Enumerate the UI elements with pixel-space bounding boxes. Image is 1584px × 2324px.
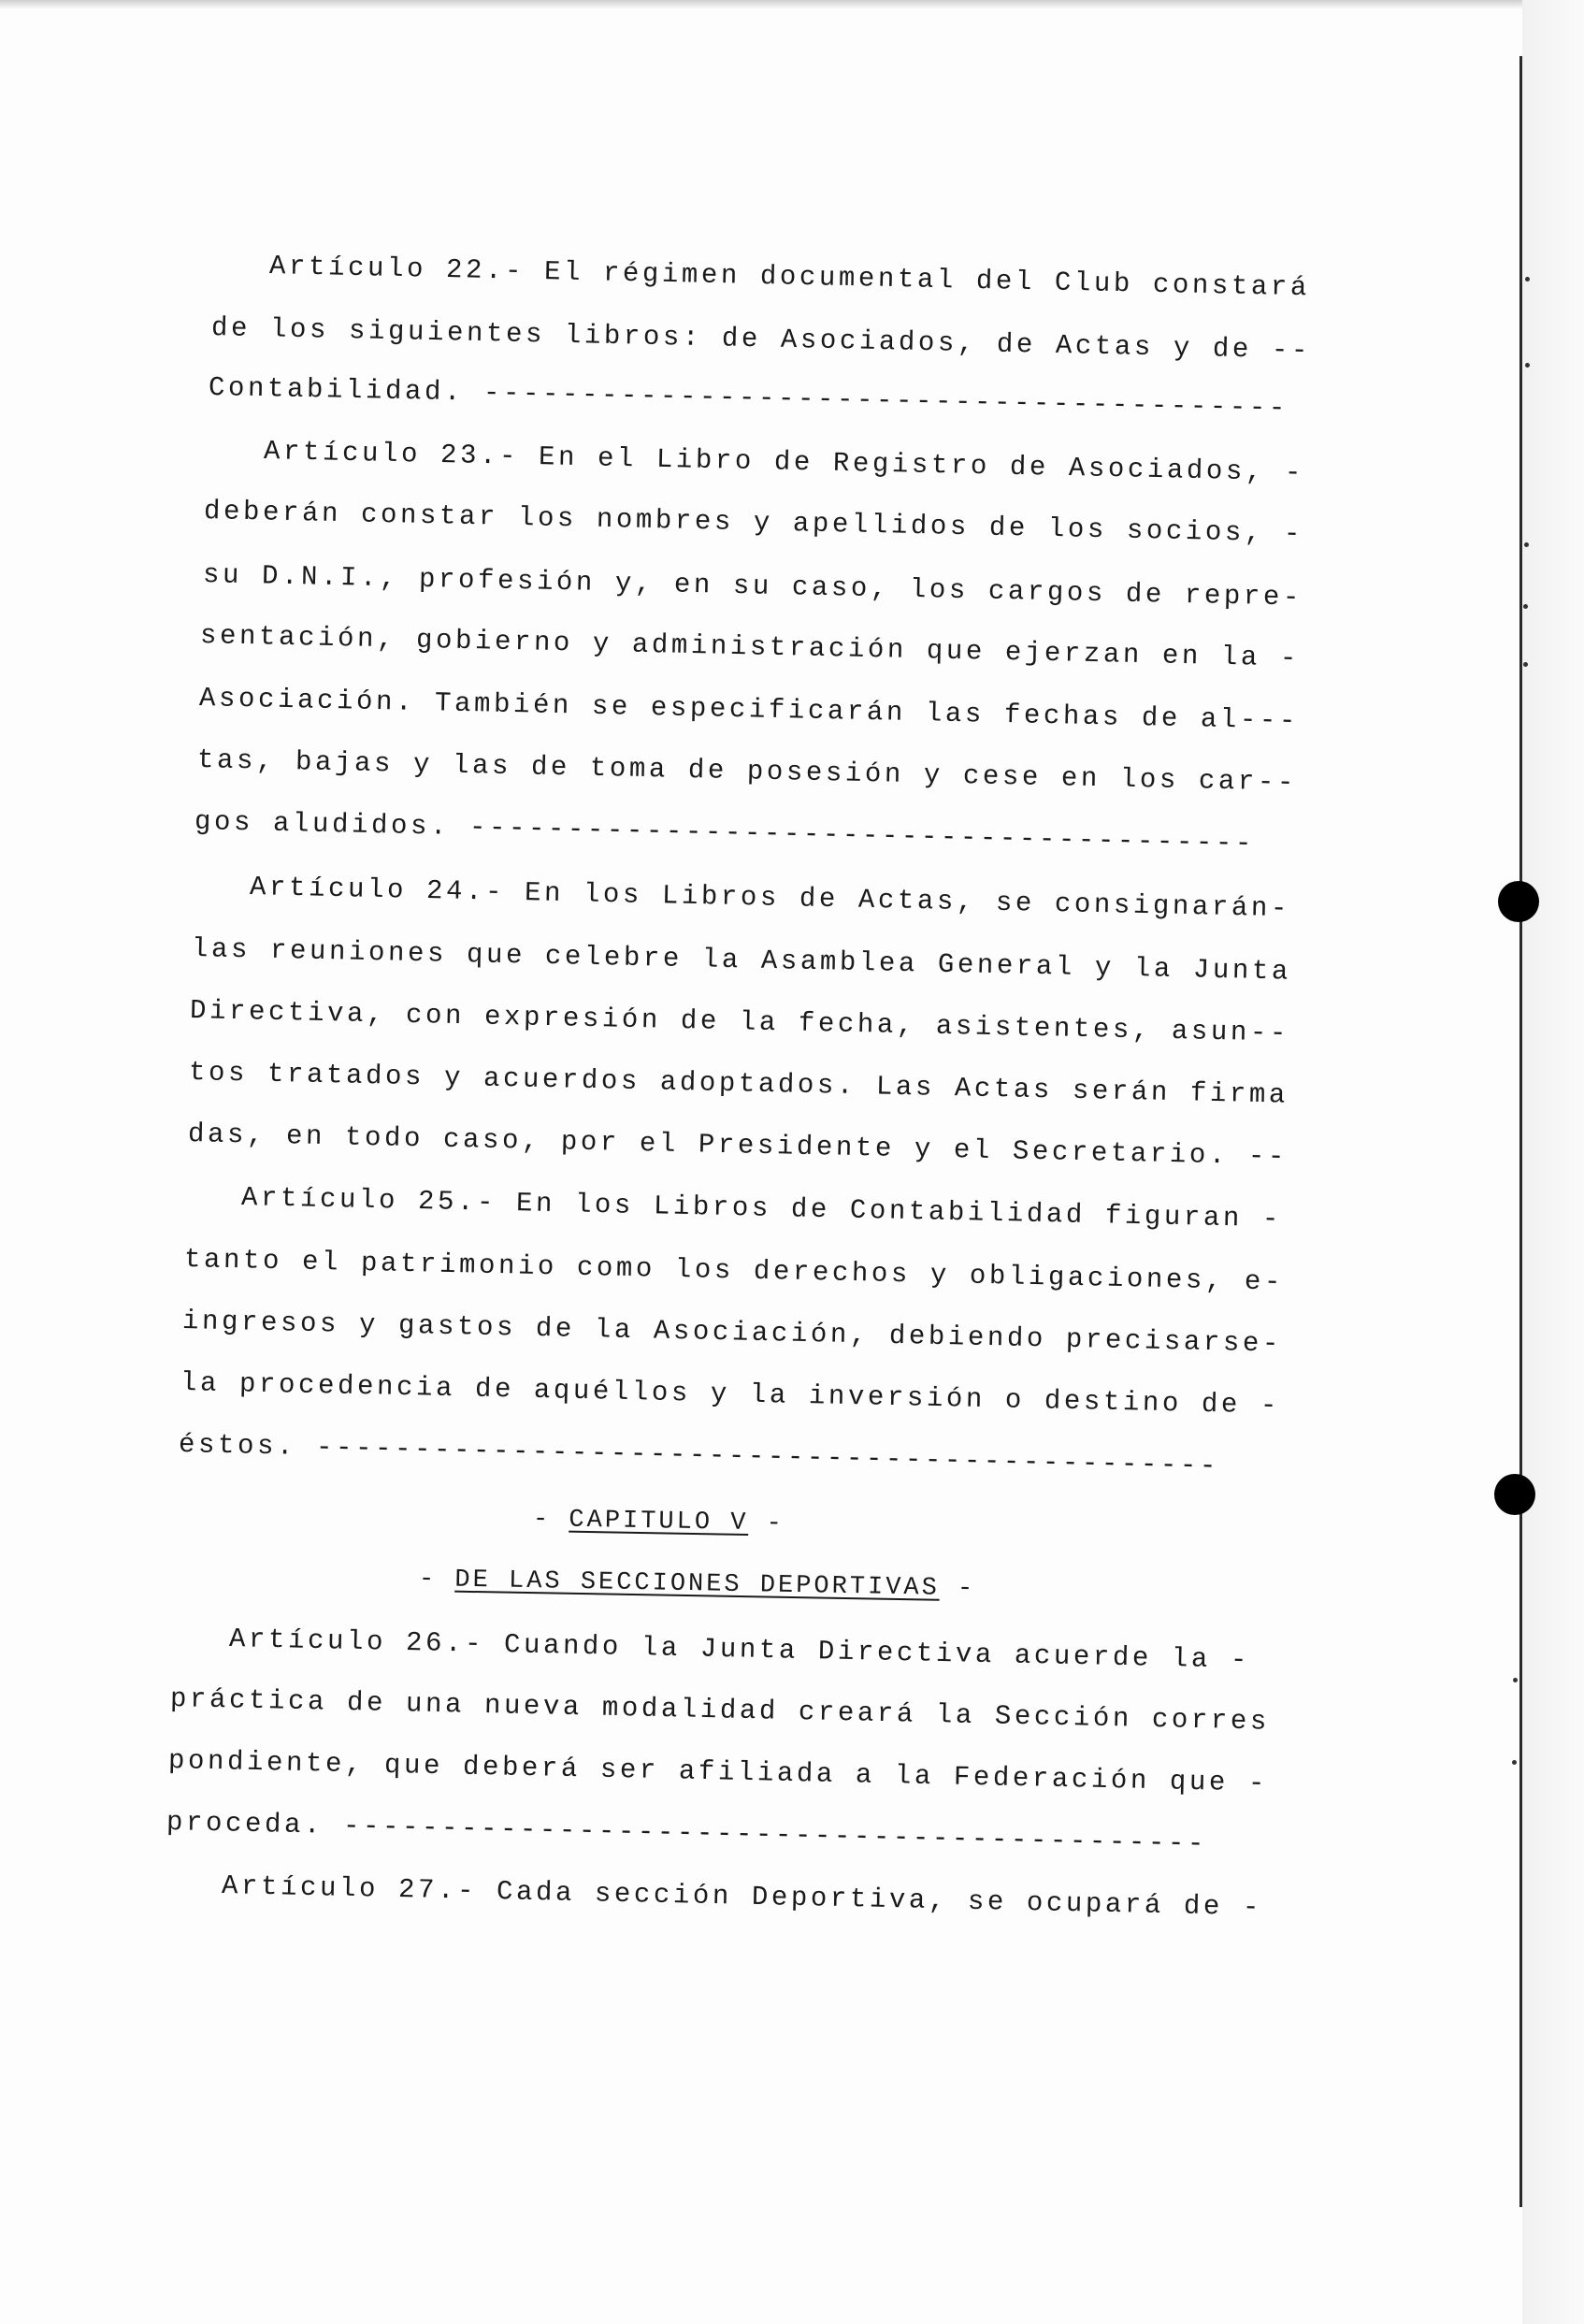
articulo-23-line-3: su D.N.I., profesión y, en su caso, los cargos de repre- [202, 559, 1303, 613]
articulo-27-line-1: Artículo 27.- Cada sección Deportiva, se ocupará de - [221, 1870, 1263, 1924]
articulo-23-line-6: tas, bajas y las de toma de posesión y cese en los car-- [196, 744, 1298, 799]
articulo-25-line-1: Artículo 25.- En los Libros de Contabilidad figuran - [240, 1182, 1283, 1235]
articulo-23-line-4: sentación, gobierno y administración que ejerzan en la - [199, 620, 1301, 674]
articulo-24-line-1: Artículo 24.- En los Libros de Actas, se consignarán- [249, 872, 1291, 925]
chapter-title [419, 1567, 976, 1602]
articulo-26-line-1: Artículo 26.- Cuando la Junta Directiva acuerde la - [228, 1624, 1251, 1676]
chapter-number-suffix: - [748, 1509, 785, 1538]
chapter-number [533, 1508, 785, 1537]
articulo-26-line-3: pondiente, que deberá ser afiliada a la Federación que - [167, 1745, 1269, 1799]
articulo-23-line-1: Artículo 23.- En el Libro de Registro de Asociados, - [263, 436, 1305, 489]
articulo-26-line-2: práctica de una nueva modalidad creará la Sección corres [169, 1683, 1271, 1738]
articulo-24-line-4: tos tratados y acuerdos adoptados. Las Actas serán firma [188, 1057, 1289, 1111]
chapter-title-text: DE LAS SECCIONES DEPORTIVAS [454, 1566, 941, 1603]
articulo-23-line-5: Asociación. También se especificarán las fechas de al--- [198, 683, 1300, 737]
articulo-25-line-5: éstos. ---------------------------------------------- [178, 1429, 1220, 1482]
articulo-22-line-2: de los siguientes libros: de Asociados, de Actas y de -- [210, 312, 1312, 367]
articulo-25-line-4: la procedencia de aquéllos y la inversión o destino de - [180, 1367, 1281, 1422]
chapter-title-prefix: - [418, 1566, 455, 1595]
articulo-22-line-3: Contabilidad. ----------------------------------------- [208, 372, 1289, 425]
articulo-22-line-1: Artículo 22.- El régimen documental del Club constará [268, 251, 1311, 304]
articulo-25-line-2: tanto el patrimonio como los derechos y obligaciones, e- [183, 1244, 1285, 1298]
chapter-number-prefix: - [532, 1506, 569, 1535]
articulo-23-line-7: gos aludidos. ---------------------------------------- [194, 806, 1256, 859]
articulo-25-line-3: ingresos y gastos de la Asociación, debiendo precisarse- [181, 1306, 1283, 1360]
articulo-24-line-2: las reuniones que celebre la Asamblea General y la Junta [191, 933, 1292, 988]
articulo-24-line-5: das, en todo caso, por el Presidente y el Secretario. -- [187, 1119, 1289, 1173]
chapter-number-text: CAPITULO V [569, 1506, 749, 1538]
chapter-title-suffix: - [939, 1574, 976, 1604]
articulo-26-line-4: proceda. -------------------------------------------- [166, 1807, 1208, 1860]
articulo-23-line-2: deberán constar los nombres y apellidos de los socios, - [203, 496, 1304, 550]
articulo-24-line-3: Directiva, con expresión de la fecha, asistentes, asun-- [189, 995, 1290, 1049]
